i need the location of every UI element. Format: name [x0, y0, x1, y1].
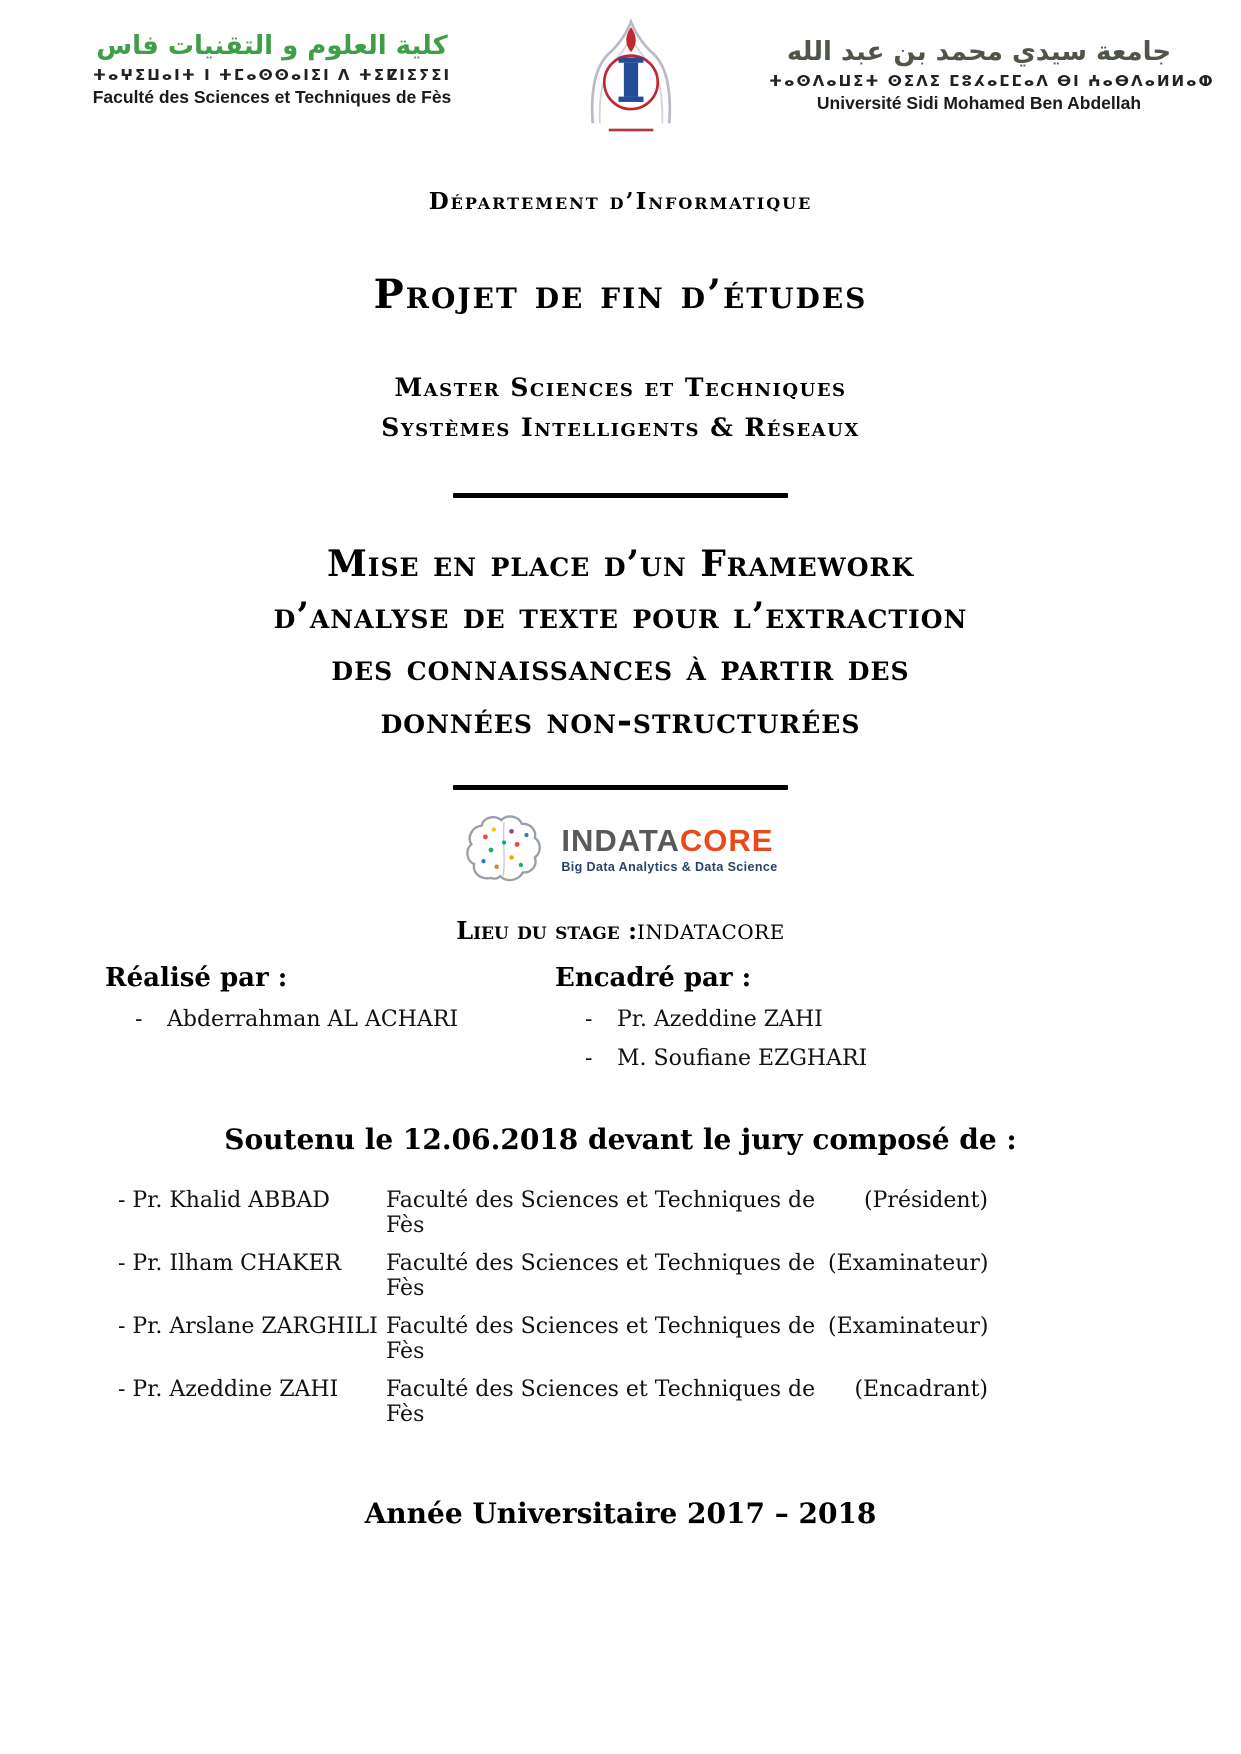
brand-wordmark — [561, 823, 777, 859]
jury-affiliation: Faculté des Sciences et Techniques de Fès — [386, 1250, 816, 1301]
internship-line — [0, 916, 1241, 945]
encadre-heading: Encadré par : — [555, 962, 752, 993]
university-name-arabic: جامعة سيدي محمد بن عبد الله — [786, 37, 1172, 67]
academic-year: Année Universitaire 2017 – 2018 — [364, 1496, 877, 1530]
jury-role: (Président) — [864, 1187, 988, 1213]
realise-column — [105, 963, 555, 1071]
list-dash: - — [585, 1006, 593, 1032]
encadre-item — [555, 1046, 1136, 1071]
brand-tagline: Big Data Analytics & Data Science — [561, 860, 778, 875]
jury-name: - Pr. Azeddine ZAHI — [118, 1376, 339, 1402]
jury-name: - Pr. Arslane ZARGHILI — [118, 1313, 378, 1339]
jury-role: (Examinateur) — [828, 1250, 989, 1276]
jury-table — [118, 1188, 1241, 1427]
list-dash: - — [135, 1006, 143, 1032]
thesis-title-line4: données non-structurées — [380, 699, 861, 742]
jury-affiliation: Faculté des Sciences et Techniques de Fès — [386, 1376, 816, 1427]
encadre-column — [555, 963, 1136, 1071]
university-name-tifinagh: ⵜⴰⵙⴷⴰⵡⵉⵜ ⵙⵉⴷⵉ ⵎⵓⵃⴰⵎⵎⴰⴷ ⴱⵏ ⵄⴰⴱⴷⴰⵍⵍⴰⵀ — [769, 71, 1215, 90]
supervisor-name: Pr. Azeddine ZAHI — [617, 1006, 823, 1032]
jury-affiliation: Faculté des Sciences et Techniques de Fès — [386, 1187, 816, 1238]
brand-wordmark-red: CORE — [679, 823, 774, 859]
realise-heading: Réalisé par : — [105, 962, 288, 993]
master-program — [0, 368, 1241, 448]
list-dash: - — [585, 1045, 593, 1071]
jury-role: (Examinateur) — [828, 1313, 989, 1339]
brand-wordmark-gray: INDATA — [561, 823, 680, 859]
faculty-name-latin: Faculté des Sciences et Techniques de Fès — [92, 86, 452, 107]
thesis-title-line1: Mise en place d’un Framework — [326, 543, 915, 585]
faculty-name-tifinagh: ⵜⴰⵖⵉⵡⴰⵏⵜ ⵏ ⵜⵎⴰⵙⵙⴰⵏⵉⵏ ⴷ ⵜⵉⵇⵏⵉⵢⵉⵏ — [92, 65, 452, 84]
document-header — [0, 0, 1241, 140]
master-program-line1: Master Sciences et Techniques — [394, 373, 847, 402]
defense-heading: Soutenu le 12.06.2018 devant le jury composé de : — [224, 1122, 1017, 1156]
university-block — [769, 14, 1215, 114]
university-emblem — [576, 14, 686, 140]
people-section — [0, 963, 1241, 1071]
brain-icon — [463, 812, 547, 888]
brand-text — [561, 825, 777, 874]
university-logo-icon — [582, 14, 680, 140]
jury-name: - Pr. Ilham CHAKER — [118, 1250, 342, 1276]
project-type-title: Projet de fin d’études — [373, 271, 868, 318]
university-name-latin: Université Sidi Mohamed Ben Abdellah — [816, 92, 1142, 113]
company-logo — [0, 812, 1241, 888]
thesis-title-line2: d’analyse de texte pour l’extraction — [273, 595, 968, 638]
supervisor-name: M. Soufiane EZGHARI — [617, 1045, 868, 1071]
jury-role: (Encadrant) — [854, 1376, 988, 1402]
author-name: Abderrahman AL ACHARI — [167, 1006, 459, 1032]
jury-name: - Pr. Khalid ABBAD — [118, 1187, 330, 1213]
faculty-name-arabic: كلية العلوم و التقنيات فاس — [96, 31, 448, 61]
encadre-item — [555, 1007, 1136, 1032]
department-title: Département d’Informatique — [428, 188, 813, 215]
separator-rule-top — [453, 493, 788, 498]
separator-rule-bottom — [453, 785, 788, 790]
realise-item — [105, 1007, 555, 1032]
internship-value: INDATACORE — [636, 919, 785, 944]
internship-label: Lieu du stage : — [456, 915, 637, 945]
thesis-title — [0, 538, 1241, 747]
jury-affiliation: Faculté des Sciences et Techniques de Fès — [386, 1313, 816, 1364]
master-program-line2: Systèmes Intelligents & Réseaux — [381, 413, 860, 442]
thesis-title-line3: des connaissances à partir des — [331, 647, 910, 690]
faculty-block — [52, 14, 492, 108]
